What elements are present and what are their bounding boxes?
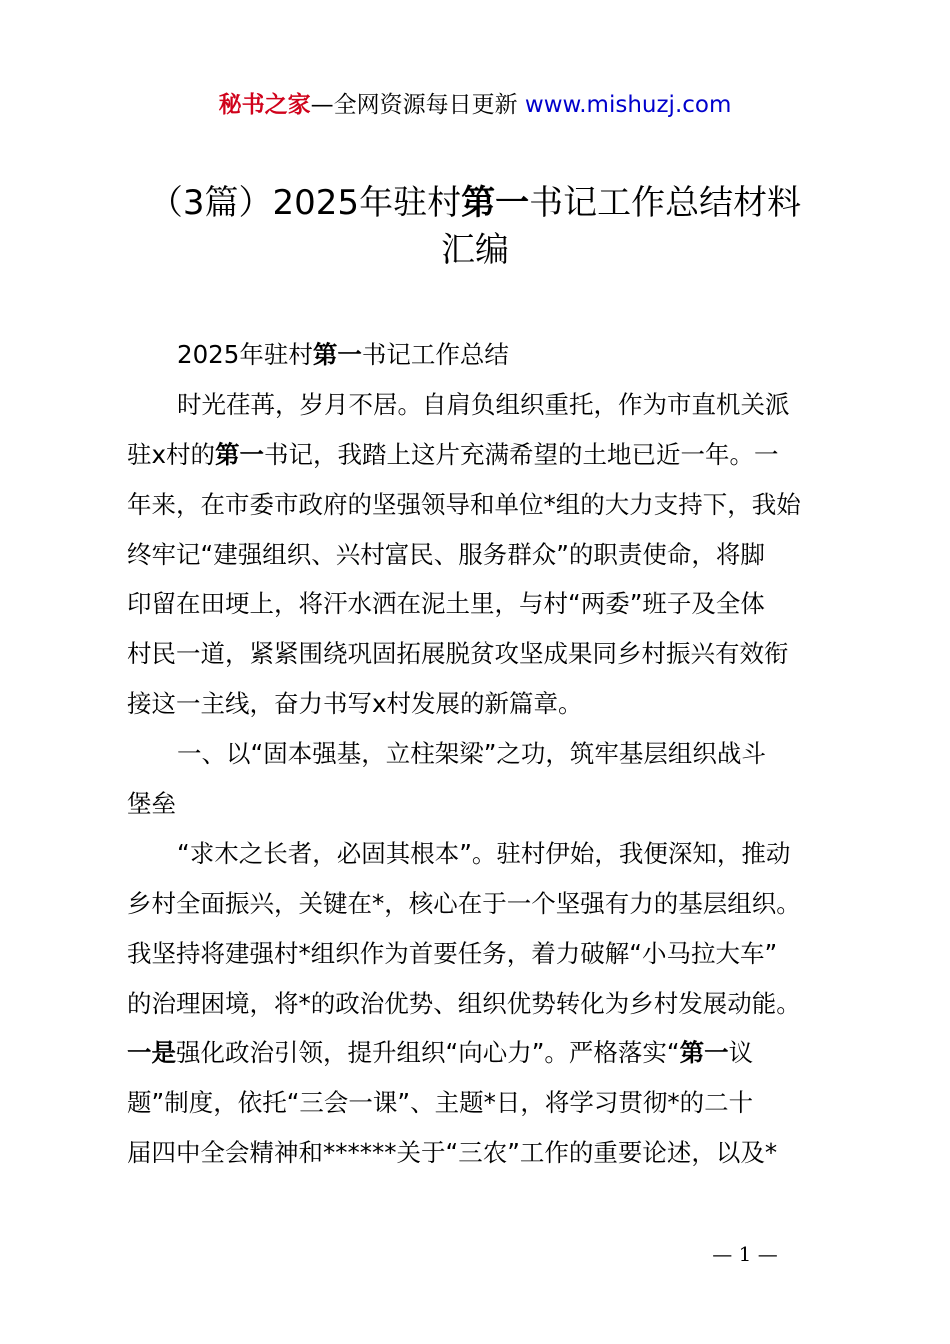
title-line-1: （3篇）2025年驻村第一书记工作总结材料 (148, 183, 802, 223)
emphasis-text: 第一 (679, 1038, 729, 1068)
emphasis-text: 一是 (127, 1038, 176, 1068)
body-line: 村民一道，紧紧围绕巩固拓展脱贫攻坚成果同乡村振兴有效衔 (127, 639, 789, 669)
section-heading: 一、以“固本强基，立柱架梁”之功，筑牢基层组织战斗 (177, 739, 766, 769)
body-line: 题”制度，依托“三会一课”、主题*日，将学习贯彻*的二十 (127, 1088, 754, 1118)
emphasis-text: 第一 (215, 439, 264, 469)
site-brand[interactable]: 秘书之家 (218, 92, 311, 118)
body-line: 驻x村的第一书记，我踏上这片充满希望的土地已近一年。一 (127, 439, 779, 469)
body-line: 一是强化政治引领，提升组织“向心力”。严格落实“第一议 (127, 1038, 754, 1068)
body-line: 年来，在市委市政府的坚强领导和单位*组的大力支持下，我始 (127, 489, 801, 519)
site-url[interactable]: www.mishuzj.com (524, 92, 732, 118)
body-line: 的治理困境，将*的政治优势、组织优势转化为乡村发展动能。 (127, 988, 801, 1018)
emphasis-text: 第一 (461, 183, 530, 223)
body-line: 乡村全面振兴，关键在*，核心在于一个坚强有力的基层组织。 (127, 888, 801, 918)
document-body (127, 330, 827, 1178)
site-tagline: —全网资源每日更新 (310, 92, 525, 118)
emphasis-text: 第一 (312, 340, 362, 369)
body-line: 终牢记“建强组织、兴村富民、服务群众”的职责使命，将脚 (127, 539, 765, 569)
body-line: 届四中全会精神和******关于“三农”工作的重要论述，以及* (127, 1138, 778, 1168)
site-header (0, 88, 950, 122)
document-title (110, 180, 840, 274)
section-subtitle: 2025年驻村第一书记工作总结 (177, 340, 509, 369)
body-line: “求木之长者，必固其根本”。驻村伊始，我便深知，推动 (177, 838, 791, 868)
body-line: 接这一主线，奋力书写x村发展的新篇章。 (127, 689, 583, 719)
section-heading: 堡垒 (127, 789, 176, 819)
page-number: — 1 — (712, 1242, 778, 1266)
title-line-2: 汇编 (441, 230, 509, 270)
body-line: 我坚持将建强村*组织作为首要任务，着力破解“小马拉大车” (127, 938, 778, 968)
body-line: 时光荏苒，岁月不居。自肩负组织重托，作为市直机关派 (177, 389, 790, 419)
body-line: 印留在田埂上，将汗水洒在泥土里，与村“两委”班子及全体 (127, 589, 765, 619)
